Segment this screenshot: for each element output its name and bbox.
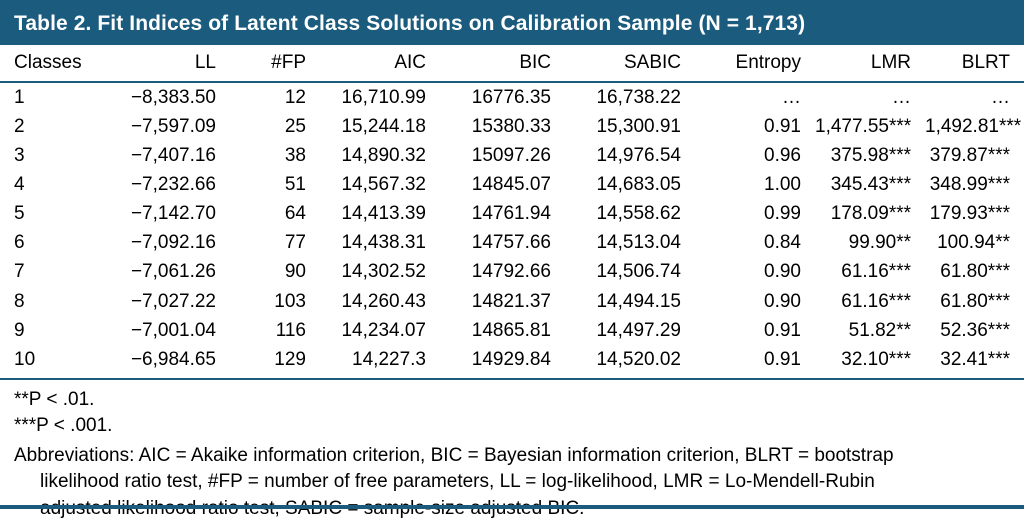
cell-blrt: 32.41*** [940,348,1010,370]
significance-note-2: ***P < .001. [14,415,113,437]
cell-classes: 6 [14,232,25,254]
table-title: Table 2. Fit Indices of Latent Class Solutions on Calibration Sample (N = 1,713) [0,4,1024,45]
cell-entropy: 0.96 [764,145,801,167]
cell-aic: 14,234.07 [341,319,426,341]
cell-fp: 103 [274,290,306,312]
table-row [0,112,1024,141]
cell-aic: 14,890.32 [341,145,426,167]
cell-blrt: 61.80*** [940,290,1010,312]
cell-entropy: 0.91 [764,348,801,370]
cell-classes: 10 [14,348,36,370]
cell-fp: 38 [284,145,306,167]
cell-ll: −7,061.26 [130,261,216,283]
table-row [0,141,1024,170]
cell-blrt: 100.94** [937,232,1010,254]
cell-ll: −7,001.04 [130,319,216,341]
table-row [0,345,1024,378]
table-notes [0,380,1024,522]
cell-bic: 15097.26 [471,145,551,167]
cell-sabic: 14,497.29 [596,319,681,341]
cell-blrt: 61.80*** [940,261,1010,283]
cell-entropy: 0.84 [764,232,801,254]
cell-blrt: 179.93*** [929,203,1010,225]
cell-entropy: 0.91 [764,116,801,138]
cell-fp: 129 [274,348,306,370]
cell-fp: 116 [275,319,306,341]
cell-aic: 14,438.31 [341,232,426,254]
cell-blrt: 348.99*** [929,174,1010,196]
cell-aic: 14,302.52 [341,261,426,283]
cell-classes: 4 [14,174,25,196]
cell-bic: 15380.33 [471,116,551,138]
table-row [0,228,1024,257]
cell-lmr: 61.16*** [841,261,911,283]
table-row [0,257,1024,286]
column-header-ll: LL [115,45,230,82]
cell-fp: 90 [284,261,306,283]
table-body [0,82,1024,378]
table-footer-rule [0,505,1024,509]
cell-aic: 14,413.39 [341,203,426,225]
cell-bic: 16776.35 [471,87,551,108]
table-row [0,316,1024,345]
cell-ll: −7,142.70 [130,203,216,225]
cell-lmr: 375.98*** [830,145,911,167]
cell-entropy: 0.91 [764,319,801,341]
abbreviations-line-2: likelihood ratio test, #FP = number of free parameters, LL = log-likelihood, LMR = Lo-Mendell-Rubin [40,471,875,493]
table-row [0,170,1024,199]
cell-sabic: 14,494.15 [596,290,681,312]
cell-entropy: 0.90 [764,290,801,312]
cell-lmr: 345.43*** [830,174,911,196]
cell-sabic: 14,683.05 [596,174,681,196]
cell-blrt: 52.36*** [940,319,1010,341]
cell-blrt: 379.87*** [929,145,1010,167]
cell-blrt: 1,492.81*** [925,116,1022,138]
cell-classes: 5 [14,203,25,225]
cell-sabic: 14,558.62 [596,203,681,225]
cell-classes: 1 [14,87,25,108]
cell-sabic: 14,513.04 [596,232,681,254]
column-header-lmr: LMR [815,45,925,82]
data-table [0,45,1024,378]
cell-fp: 77 [284,232,306,254]
table-header [0,45,1024,82]
column-header-entropy: Entropy [695,45,815,82]
cell-classes: 8 [14,290,25,312]
abbreviations-line-1: Abbreviations: AIC = Akaike information criterion, BIC = Bayesian information criterion, BLRT = bootstrap [14,445,894,467]
cell-entropy: 1.00 [764,174,801,196]
cell-lmr: 178.09*** [830,203,911,225]
cell-entropy: 0.90 [764,261,801,283]
cell-fp: 25 [284,116,306,138]
cell-aic: 14,567.32 [341,174,426,196]
cell-fp: 64 [284,203,306,225]
abbreviations-note [14,443,1010,522]
cell-classes: 2 [14,116,25,138]
cell-entropy: … [782,87,801,108]
cell-lmr: 32.10*** [841,348,911,370]
cell-aic: 14,227.3 [352,348,426,370]
cell-blrt: … [991,87,1010,108]
cell-ll: −7,597.09 [130,116,216,138]
cell-bic: 14792.66 [471,261,551,283]
cell-lmr: 1,477.55*** [815,116,912,138]
cell-ll: −7,092.16 [130,232,216,254]
cell-ll: −6,984.65 [130,348,216,370]
cell-bic: 14821.37 [471,290,551,312]
cell-lmr: 51.82** [848,319,911,341]
column-header-blrt: BLRT [925,45,1024,82]
cell-lmr: … [892,87,911,108]
cell-bic: 14845.07 [471,174,551,196]
table-row [0,199,1024,228]
cell-sabic: 14,520.02 [596,348,681,370]
cell-entropy: 0.99 [764,203,801,225]
cell-ll: −7,407.16 [130,145,216,167]
header-row [0,45,1024,82]
cell-sabic: 15,300.91 [596,116,681,138]
cell-lmr: 99.90** [848,232,911,254]
column-header-fp: #FP [230,45,320,82]
cell-classes: 3 [14,145,25,167]
table-row [0,82,1024,112]
cell-fp: 51 [284,174,306,196]
cell-bic: 14761.94 [471,203,551,225]
cell-fp: 12 [284,87,306,108]
cell-aic: 15,244.18 [341,116,426,138]
cell-bic: 14929.84 [471,348,551,370]
cell-sabic: 14,506.74 [596,261,681,283]
cell-bic: 14757.66 [471,232,551,254]
table-row [0,287,1024,316]
cell-ll: −7,232.66 [130,174,216,196]
cell-lmr: 61.16*** [841,290,911,312]
cell-sabic: 16,738.22 [596,87,681,108]
cell-classes: 9 [14,319,25,341]
cell-sabic: 14,976.54 [596,145,681,167]
significance-note-1: **P < .01. [14,388,95,410]
column-header-classes: Classes [0,45,115,82]
cell-aic: 16,710.99 [341,87,426,108]
cell-aic: 14,260.43 [341,290,426,312]
column-header-aic: AIC [320,45,440,82]
column-header-bic: BIC [440,45,565,82]
column-header-sabic: SABIC [565,45,695,82]
cell-bic: 14865.81 [471,319,551,341]
cell-ll: −7,027.22 [130,290,216,312]
cell-ll: −8,383.50 [130,87,216,108]
cell-classes: 7 [14,261,25,283]
